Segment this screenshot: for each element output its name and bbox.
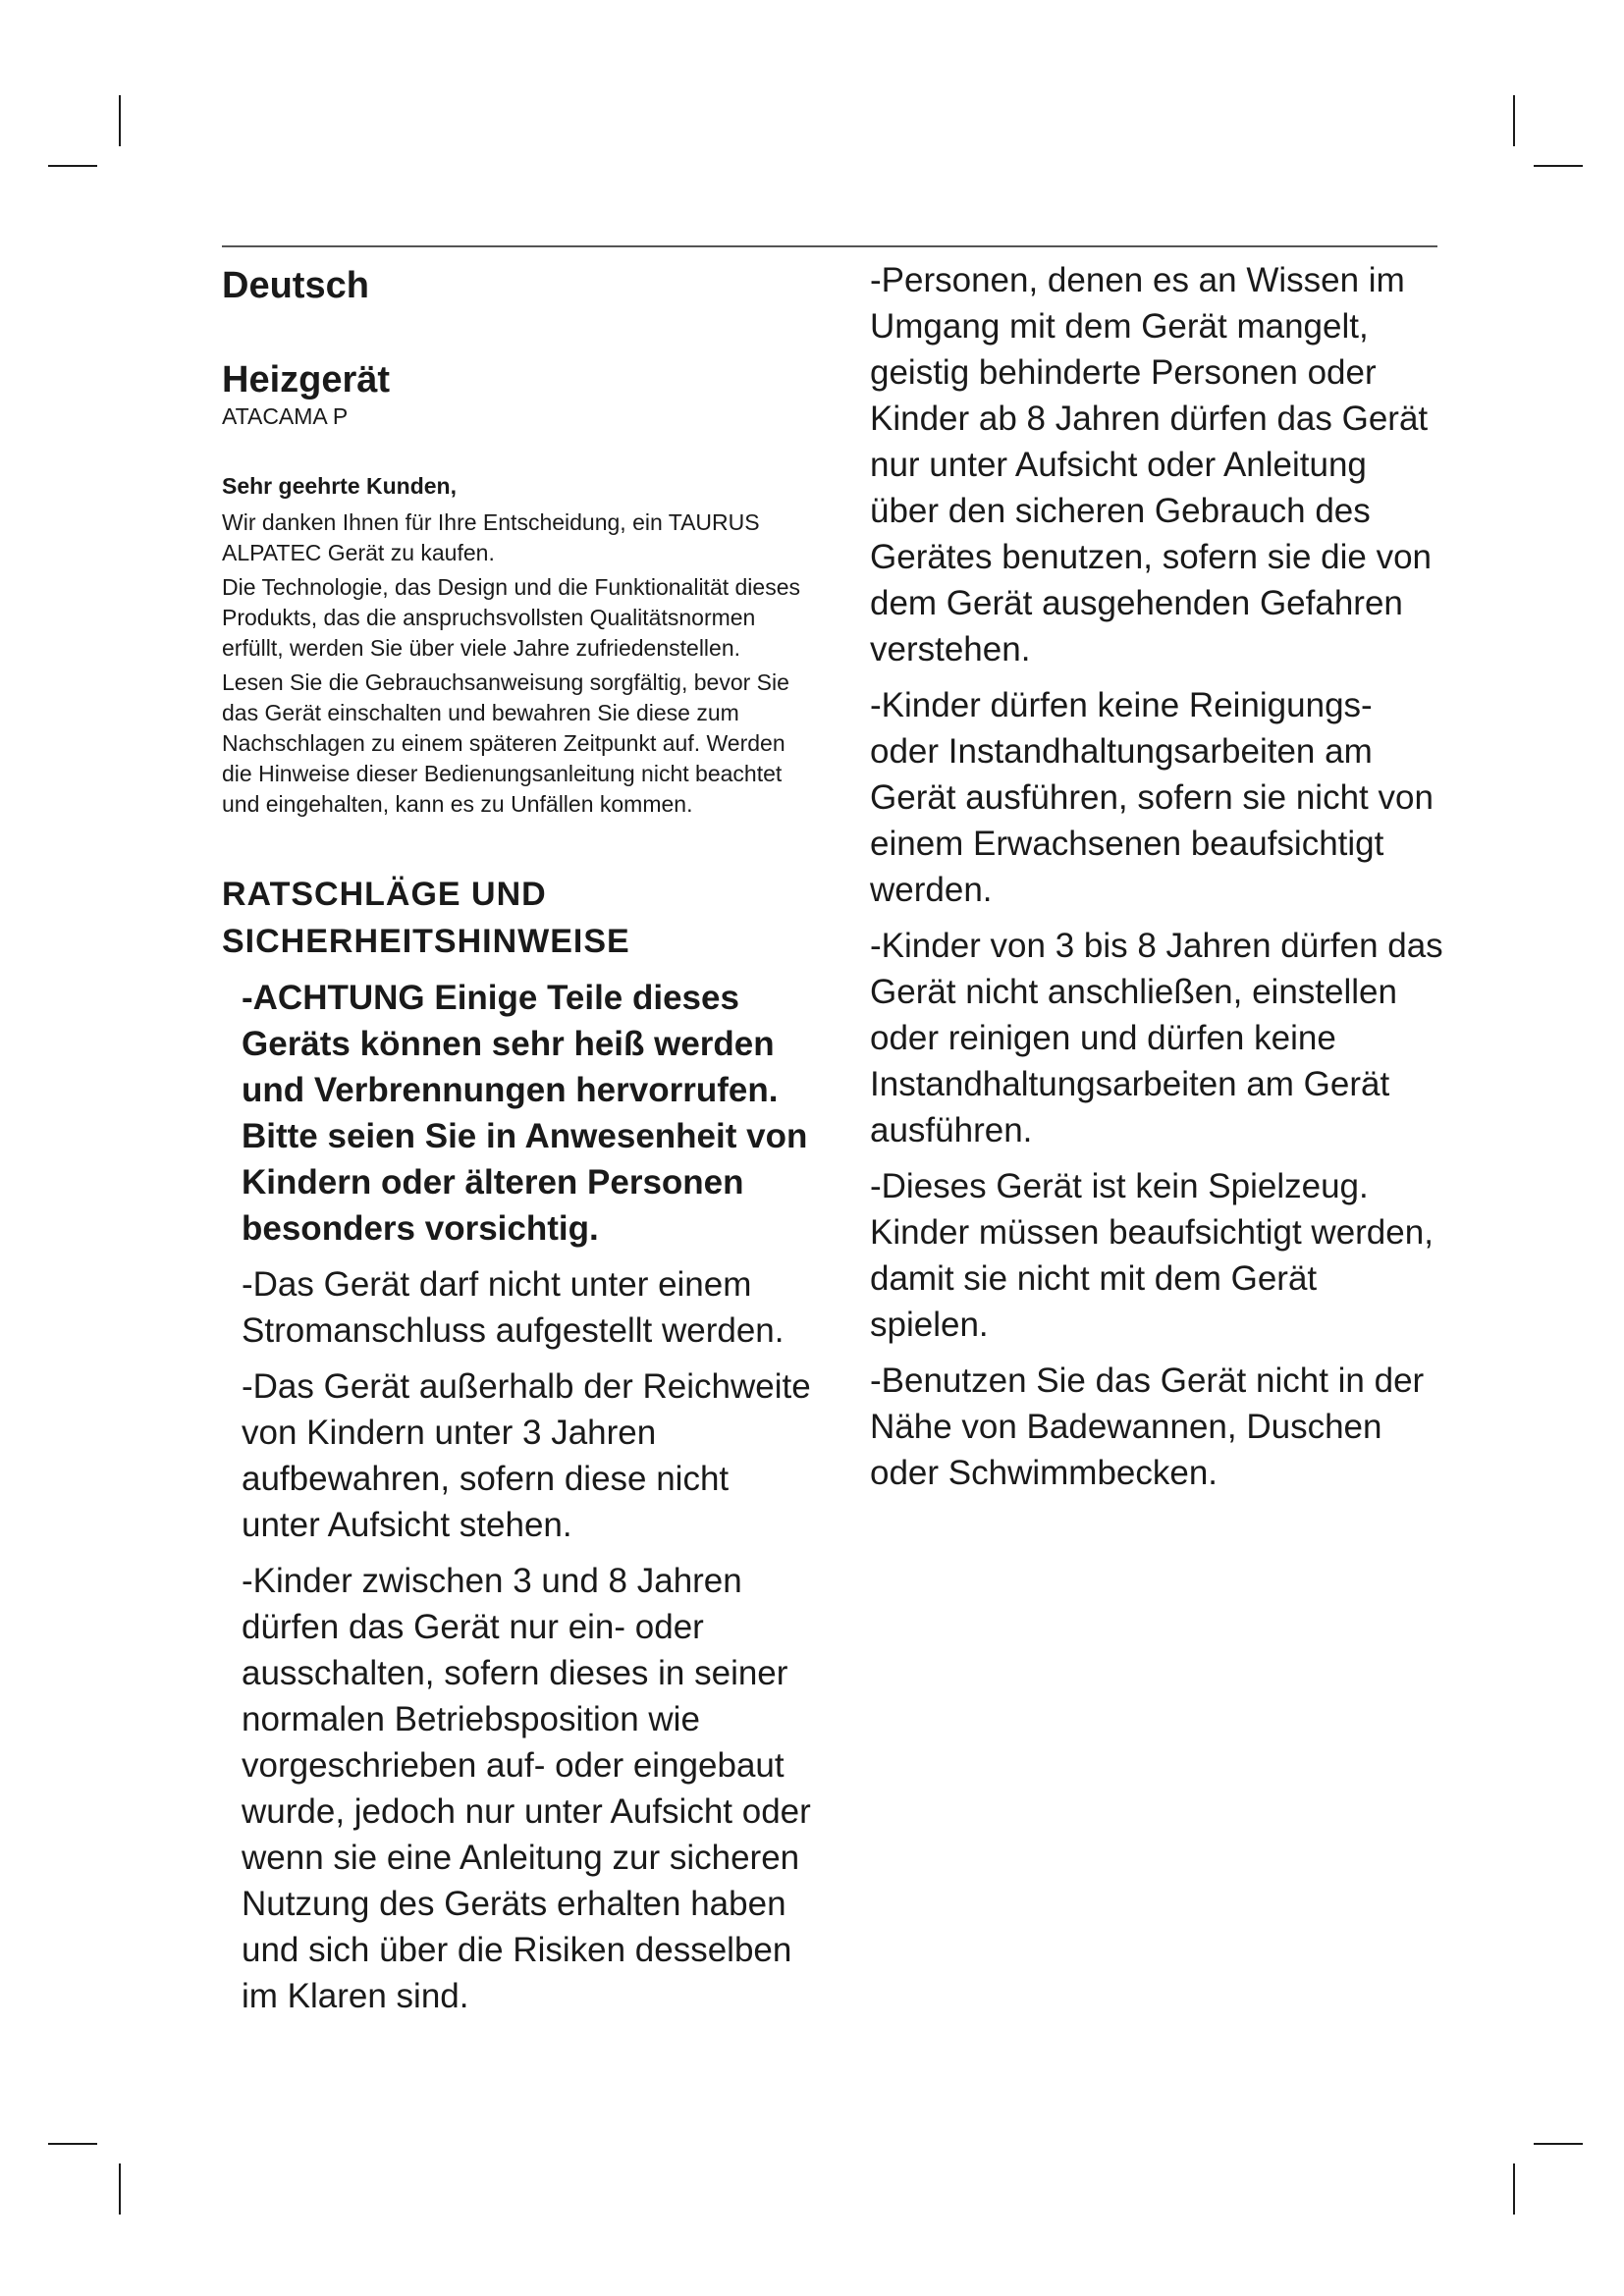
crop-mark-top-left-vertical: [119, 95, 121, 146]
safety-item: -Das Gerät darf nicht unter einem Stromanschluss aufgestellt werden.: [242, 1265, 785, 1350]
product-model: ATACAMA P: [222, 403, 349, 429]
crop-mark-bottom-right-vertical: [1513, 2163, 1515, 2215]
language-heading: Deutsch: [222, 265, 369, 306]
safety-section-title: RATSCHLÄGE UND SICHERHEITSHINWEISE: [222, 876, 630, 960]
safety-item: -Kinder zwischen 3 und 8 Jahren dürfen das Gerät nur ein- oder ausschalten, sofern dieses in seiner normalen Betriebsposition wie vorgeschrieben auf- oder eingebaut wurde, jedoch nur unter Aufsicht oder wenn sie eine Anleitung zur sicheren Nutzung des Geräts erhalten haben und sich über die Risiken desselben im Klaren sind.: [242, 1562, 811, 2015]
safety-warning: -ACHTUNG Einige Teile dieses Geräts können sehr heiß werden und Verbrennungen hervorrufen. Bitte seien Sie in Anwesenheit von Kindern oder älteren Personen besonders vorsichtig.: [242, 979, 808, 1248]
safety-item: -Kinder dürfen keine Reinigungs- oder Instandhaltungsarbeiten am Gerät ausführen, sofern sie nicht von einem Erwachsenen beaufsichtigt werden.: [870, 686, 1434, 909]
safety-item: -Das Gerät außerhalb der Reichweite von Kindern unter 3 Jahren aufbewahren, sofern diese nicht unter Aufsicht stehen.: [242, 1367, 811, 1544]
safety-item: -Benutzen Sie das Gerät nicht in der Nähe von Badewannen, Duschen oder Schwimmbecken.: [870, 1362, 1425, 1492]
crop-mark-bottom-left-vertical: [119, 2163, 121, 2215]
left-column: [222, 257, 811, 2029]
header-rule: [222, 245, 1437, 247]
greeting: Sehr geehrte Kunden,: [222, 473, 457, 499]
intro-paragraph-3: Lesen Sie die Gebrauchsanweisung sorgfältig, bevor Sie das Gerät einschalten und bewahren Sie diese zum Nachschlagen zu einem späteren Zeitpunkt auf. Werden die Hinweise dieser Bedienungsanleitung nicht beachtet und eingehalten, kann es zu Unfällen kommen.: [222, 669, 789, 817]
crop-mark-top-right-horizontal: [1534, 165, 1583, 167]
safety-item: -Personen, denen es an Wissen im Umgang mit dem Gerät mangelt, geistig behinderte Personen oder Kinder ab 8 Jahren dürfen das Gerät nur unter Aufsicht oder Anleitung über den sicheren Gebrauch des Gerätes benutzen, sofern sie die von dem Gerät ausgehenden Gefahren verstehen.: [870, 261, 1433, 668]
crop-mark-top-left-horizontal: [48, 165, 97, 167]
crop-mark-top-right-vertical: [1513, 95, 1515, 146]
intro-block: [222, 471, 811, 820]
crop-mark-bottom-left-horizontal: [48, 2143, 97, 2145]
intro-paragraph-1: Wir danken Ihnen für Ihre Entscheidung, ein TAURUS ALPATEC Gerät zu kaufen.: [222, 509, 760, 565]
safety-item: -Kinder von 3 bis 8 Jahren dürfen das Gerät nicht anschließen, einstellen oder reinigen und dürfen keine Instandhaltungsarbeiten am Gerät ausführen.: [870, 927, 1443, 1149]
right-column: [870, 257, 1444, 1506]
safety-item: -Dieses Gerät ist kein Spielzeug. Kinder müssen beaufsichtigt werden, damit sie nicht mit dem Gerät spielen.: [870, 1167, 1434, 1344]
product-title: Heizgerät: [222, 359, 391, 400]
intro-paragraph-2: Die Technologie, das Design und die Funktionalität dieses Produkts, das die anspruchsvollsten Qualitätsnormen erfüllt, werden Sie über viele Jahre zufriedenstellen.: [222, 574, 801, 661]
crop-mark-bottom-right-horizontal: [1534, 2143, 1583, 2145]
